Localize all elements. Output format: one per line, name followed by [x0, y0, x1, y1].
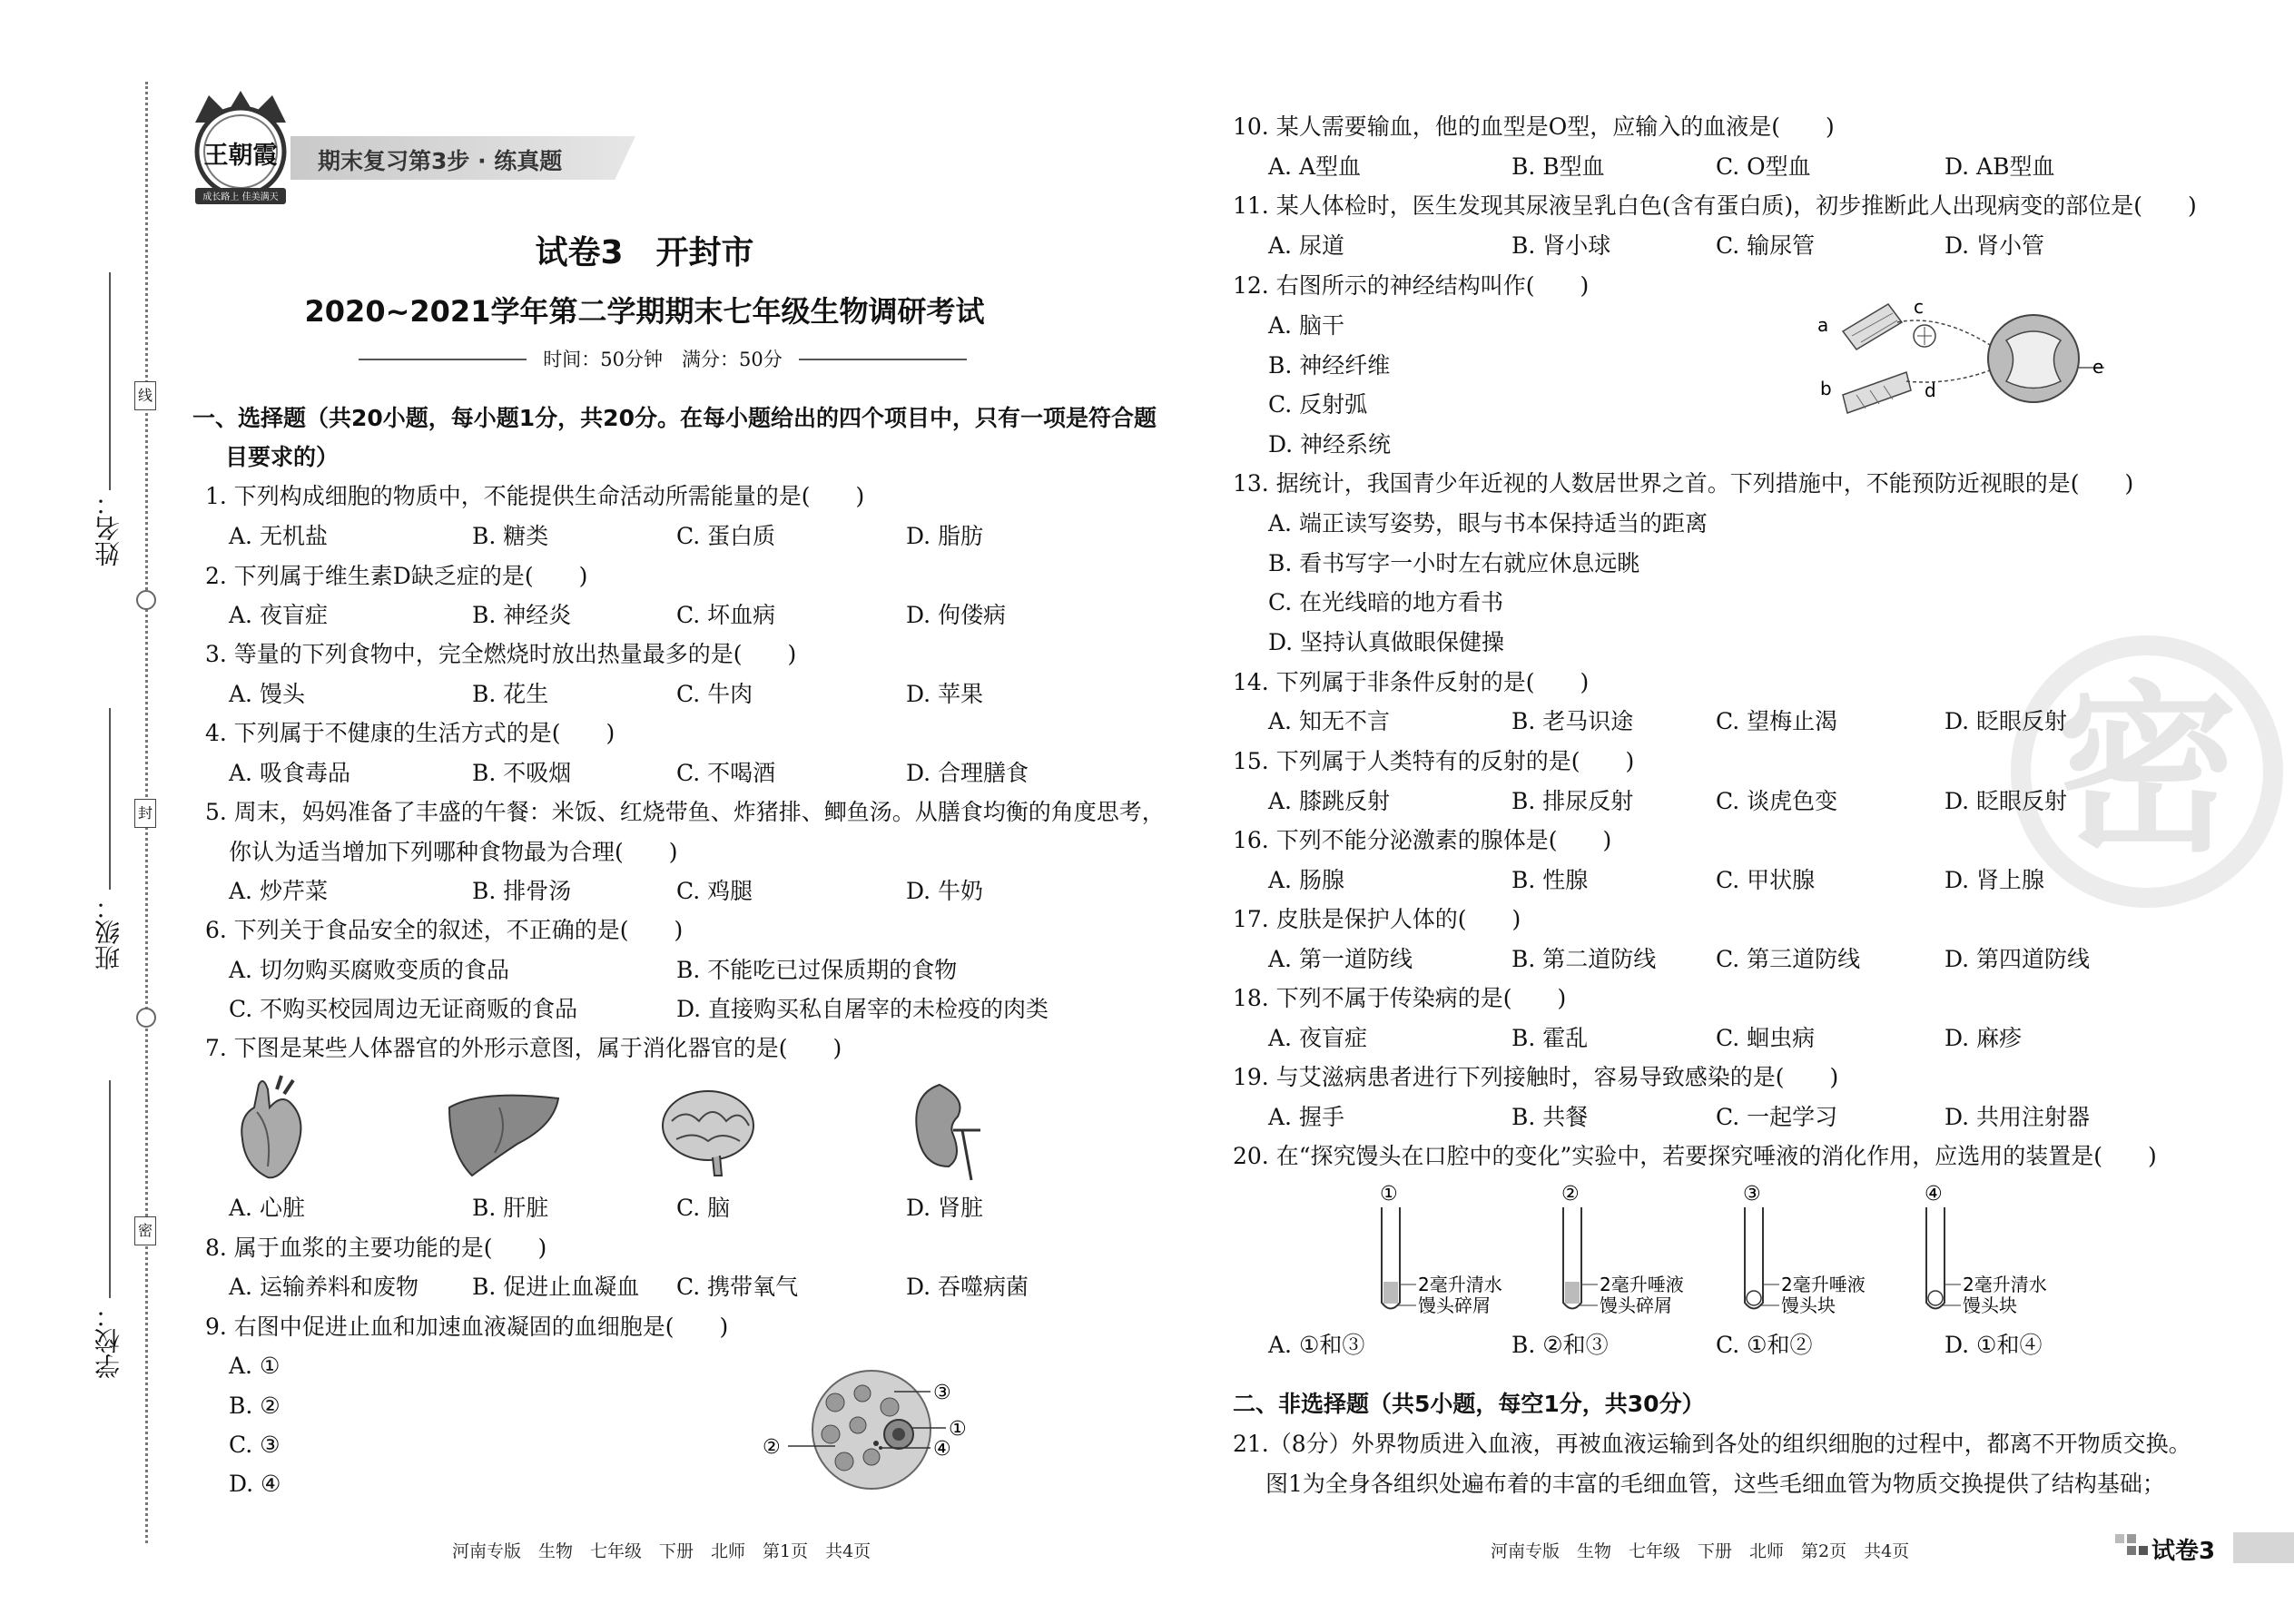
blood-label-2: ②	[763, 1436, 781, 1459]
question-8-option-b: B. 促进止血凝血	[472, 1274, 640, 1300]
tube-2-food: 馒头碎屑	[1600, 1294, 1672, 1316]
cut-mark-feng: 封	[134, 799, 156, 828]
test-tube-diagram	[1344, 1180, 2047, 1325]
class-underline	[109, 708, 111, 890]
question-4-option-d: D. 合理膳食	[906, 760, 1029, 786]
question-3-stem: 3. 等量的下列食物中，完全燃烧时放出热量最多的是( )	[205, 641, 797, 667]
reflex-arc-diagram	[1816, 295, 2115, 422]
question-4-option-b: B. 不吸烟	[472, 760, 572, 786]
tube-4-food: 馒头块	[1963, 1294, 2017, 1316]
school-label: 学校：	[94, 1303, 123, 1379]
question-11-option-b: B. 肾小球	[1511, 232, 1611, 259]
exam-info-rule-right	[799, 359, 967, 360]
neuron-label-c: c	[1914, 296, 1924, 318]
question-13-option-c: C. 在光线暗的地方看书	[1268, 589, 1504, 615]
question-4-stem: 4. 下列属于不健康的生活方式的是( )	[205, 720, 615, 746]
question-8-stem: 8. 属于血浆的主要功能的是( )	[205, 1235, 547, 1261]
question-20-stem: 20. 在“探究馒头在口腔中的变化”实验中，若要探究唾液的消化作用，应选用的装置是( )	[1233, 1143, 2157, 1169]
tube-3-liquid: 2毫升唾液	[1781, 1274, 1866, 1295]
question-9-stem: 9. 右图中促进止血和加速血液凝固的血细胞是( )	[205, 1314, 729, 1340]
brain-illustration	[658, 1085, 758, 1180]
question-3-option-b: B. 花生	[472, 681, 549, 707]
tube-3-number: ③	[1743, 1183, 1761, 1206]
question-17-option-b: B. 第二道防线	[1511, 946, 1657, 972]
question-2-option-c: C. 坏血病	[676, 602, 776, 628]
stamp-char: 密	[2055, 665, 2238, 877]
question-14-option-a: A. 知无不言	[1268, 708, 1390, 734]
question-18-option-d: D. 麻疹	[1944, 1025, 2023, 1051]
question-5-stem: 5. 周末，妈妈准备了丰盛的午餐：米饭、红烧带鱼、炸猪排、鲫鱼汤。从膳食均衡的角度思考，	[205, 799, 1165, 825]
question-2-option-a: A. 夜盲症	[229, 602, 328, 628]
hole-icon	[136, 590, 156, 610]
tube-2-number: ②	[1561, 1183, 1580, 1206]
question-1-option-c: C. 蛋白质	[676, 523, 776, 549]
question-11-stem: 11. 某人体检时，医生发现其尿液呈乳白色(含有蛋白质)，初步推断此人出现病变的部位是( )	[1233, 192, 2197, 219]
footer-right: 河南专版 生物 七年级 下册 北师 第2页 共4页	[1491, 1541, 1910, 1561]
question-4-option-c: C. 不喝酒	[676, 760, 776, 786]
question-19-stem: 19. 与艾滋病患者进行下列接触时，容易导致感染的是( )	[1233, 1064, 1839, 1090]
question-11-option-a: A. 尿道	[1268, 232, 1344, 259]
question-19-option-a: A. 握手	[1268, 1104, 1344, 1130]
question-3-option-a: A. 馒头	[229, 681, 305, 707]
school-underline	[109, 1080, 111, 1298]
question-15-option-a: A. 膝跳反射	[1268, 788, 1390, 814]
question-2-option-b: B. 神经炎	[472, 602, 572, 628]
question-14-option-d: D. 眨眼反射	[1944, 708, 2068, 734]
page-subtitle: 2020~2021学年第二学期期末七年级生物调研考试	[304, 294, 985, 329]
question-6-option-b: B. 不能吃已过保质期的食物	[676, 957, 958, 983]
question-3-option-d: D. 苹果	[906, 681, 984, 707]
tube-1-food: 馒头碎屑	[1418, 1294, 1491, 1316]
question-15-option-d: D. 眨眼反射	[1944, 788, 2068, 814]
question-16-option-d: D. 肾上腺	[1944, 867, 2045, 893]
name-label: 姓名：	[94, 490, 123, 566]
blood-label-1: ①	[949, 1418, 967, 1441]
section-1-heading: 一、选择题（共20小题，每小题1分，共20分。在每小题给出的四个项目中，只有一项是符合题	[192, 405, 1157, 431]
question-10-option-b: B. B型血	[1511, 153, 1605, 180]
question-5-option-d: D. 牛奶	[906, 878, 984, 904]
cut-mark-xian: 线	[134, 381, 156, 410]
question-13-stem: 13. 据统计，我国青少年近视的人数居世界之首。下列措施中，不能预防近视眼的是( )	[1233, 470, 2134, 497]
question-16-option-a: A. 肠腺	[1268, 867, 1344, 893]
header-banner-text: 期末复习第3步 · 练真题	[318, 148, 563, 174]
question-15-option-b: B. 排尿反射	[1511, 788, 1634, 814]
tube-1-number: ①	[1380, 1183, 1398, 1206]
blood-label-4: ④	[933, 1438, 951, 1461]
question-1-stem: 1. 下列构成细胞的物质中，不能提供生命活动所需能量的是( )	[205, 483, 865, 509]
blood-smear-diagram	[744, 1366, 999, 1493]
kidney-illustration	[908, 1080, 989, 1180]
question-17-option-a: A. 第一道防线	[1268, 946, 1413, 972]
question-7-option-c: C. 脑	[676, 1195, 731, 1221]
question-19-option-b: B. 共餐	[1511, 1104, 1589, 1130]
cut-mark-mi: 密	[134, 1216, 156, 1245]
question-21-line-1: 21.（8分）外界物质进入血液，再被血液运输到各处的组织细胞的过程中，都离不开物质交换。	[1233, 1431, 2191, 1457]
corner-tag: 试卷3	[2151, 1538, 2216, 1565]
logo-text: 王朝霞	[203, 142, 278, 170]
question-5-option-a: A. 炒芹菜	[229, 878, 328, 904]
question-17-option-d: D. 第四道防线	[1944, 946, 2091, 972]
question-14-option-b: B. 老马识途	[1511, 708, 1634, 734]
class-label: 班级：	[94, 894, 123, 970]
question-7-stem: 7. 下图是某些人体器官的外形示意图，属于消化器官的是( )	[205, 1035, 842, 1061]
question-10-option-a: A. A型血	[1268, 153, 1362, 180]
question-12-option-b: B. 神经纤维	[1268, 352, 1391, 379]
footer-left: 河南专版 生物 七年级 下册 北师 第1页 共4页	[452, 1541, 871, 1561]
test-tube-3	[1743, 1183, 1866, 1316]
question-11-option-c: C. 输尿管	[1716, 232, 1816, 259]
question-21-line-2: 图1为全身各组织处遍布着的丰富的毛细血管，这些毛细血管为物质交换提供了结构基础；	[1265, 1471, 2165, 1497]
question-8-option-d: D. 吞噬病菌	[906, 1274, 1029, 1300]
question-19-option-d: D. 共用注射器	[1944, 1104, 2091, 1130]
liver-illustration	[445, 1089, 563, 1180]
question-8-option-a: A. 运输养料和废物	[229, 1274, 418, 1300]
question-10-stem: 10. 某人需要输血，他的血型是O型，应输入的血液是( )	[1233, 113, 1835, 140]
test-tube-2	[1561, 1183, 1684, 1316]
question-19-option-c: C. 一起学习	[1716, 1104, 1838, 1130]
question-17-option-c: C. 第三道防线	[1716, 946, 1861, 972]
question-3-option-c: C. 牛肉	[676, 681, 753, 707]
question-15-stem: 15. 下列属于人类特有的反射的是( )	[1233, 748, 1635, 774]
question-8-option-c: C. 携带氧气	[676, 1274, 799, 1300]
exam-info-rule-left	[359, 359, 527, 360]
question-17-stem: 17. 皮肤是保护人体的( )	[1233, 906, 1521, 932]
question-10-option-c: C. O型血	[1716, 153, 1811, 180]
question-13-option-b: B. 看书写字一小时左右就应休息远眺	[1268, 550, 1640, 576]
question-1-option-d: D. 脂肪	[906, 523, 984, 549]
question-18-stem: 18. 下列不属于传染病的是( )	[1233, 985, 1567, 1011]
question-7-option-d: D. 肾脏	[906, 1195, 984, 1221]
section-1-heading-cont: 目要求的）	[225, 444, 340, 470]
logo	[186, 86, 295, 213]
question-6-option-a: A. 切勿购买腐败变质的食品	[229, 957, 509, 983]
neuron-label-a: a	[1817, 314, 1829, 336]
question-18-option-a: A. 夜盲症	[1268, 1025, 1367, 1051]
heart-illustration	[231, 1076, 313, 1185]
question-9-option-b: B. ②	[229, 1393, 281, 1419]
question-16-option-b: B. 性腺	[1511, 867, 1589, 893]
question-11-option-d: D. 肾小管	[1944, 232, 2045, 259]
question-18-option-b: B. 霍乱	[1511, 1025, 1589, 1051]
question-9-option-a: A. ①	[229, 1353, 281, 1379]
section-2-heading: 二、非选择题（共5小题，每空1分，共30分）	[1233, 1391, 1705, 1417]
question-5-option-c: C. 鸡腿	[676, 878, 753, 904]
question-13-option-d: D. 坚持认真做眼保健操	[1268, 629, 1505, 655]
question-9-option-c: C. ③	[229, 1432, 281, 1458]
page-title: 试卷3 开封市	[535, 234, 754, 271]
exam-info: 时间：50分钟 满分：50分	[543, 349, 783, 370]
question-12-option-d: D. 神经系统	[1268, 431, 1392, 458]
logo-tagline: 成长路上 佳美满天	[202, 192, 279, 202]
neuron-label-e: e	[2092, 356, 2104, 378]
test-tube-4	[1925, 1183, 2047, 1316]
question-7-option-b: B. 肝脏	[472, 1195, 549, 1221]
secret-stamp-watermark	[2011, 635, 2283, 908]
blood-label-3: ③	[933, 1382, 951, 1404]
question-10-option-d: D. AB型血	[1944, 153, 2055, 180]
question-20-option-d: D. ①和④	[1944, 1332, 2043, 1358]
question-12-option-a: A. 脑干	[1268, 312, 1344, 339]
question-5-stem-cont: 你认为适当增加下列哪种食物最为合理( )	[229, 839, 678, 865]
test-tube-1	[1380, 1183, 1502, 1316]
question-6-option-d: D. 直接购买私自屠宰的未检疫的肉类	[676, 996, 1049, 1022]
question-1-option-a: A. 无机盐	[229, 523, 328, 549]
question-14-stem: 14. 下列属于非条件反射的是( )	[1233, 669, 1590, 695]
question-2-option-d: D. 佝偻病	[906, 602, 1007, 628]
question-16-stem: 16. 下列不能分泌激素的腺体是( )	[1233, 827, 1612, 853]
corner-grid-icon	[2115, 1534, 2148, 1560]
question-18-option-c: C. 蛔虫病	[1716, 1025, 1816, 1051]
question-20-option-c: C. ①和②	[1716, 1332, 1813, 1358]
question-20-option-a: A. ①和③	[1268, 1332, 1365, 1358]
tube-2-liquid: 2毫升唾液	[1600, 1274, 1684, 1295]
question-6-stem: 6. 下列关于食品安全的叙述，不正确的是( )	[205, 917, 684, 943]
question-7-option-a: A. 心脏	[229, 1195, 305, 1221]
question-1-option-b: B. 糖类	[472, 523, 549, 549]
tube-4-number: ④	[1925, 1183, 1943, 1206]
tube-1-liquid: 2毫升清水	[1418, 1274, 1502, 1295]
question-6-option-c: C. 不购买校园周边无证商贩的食品	[229, 996, 578, 1022]
question-15-option-c: C. 谈虎色变	[1716, 788, 1838, 814]
question-4-option-a: A. 吸食毒品	[229, 760, 350, 786]
question-12-option-c: C. 反射弧	[1268, 391, 1368, 418]
question-14-option-c: C. 望梅止渴	[1716, 708, 1838, 734]
question-16-option-c: C. 甲状腺	[1716, 867, 1816, 893]
question-20-option-b: B. ②和③	[1511, 1332, 1609, 1358]
question-13-option-a: A. 端正读写姿势，眼与书本保持适当的距离	[1268, 510, 1708, 536]
tube-4-liquid: 2毫升清水	[1963, 1274, 2047, 1295]
question-12-stem: 12. 右图所示的神经结构叫作( )	[1233, 272, 1590, 299]
question-2-stem: 2. 下列属于维生素D缺乏症的是( )	[205, 563, 588, 589]
tube-3-food: 馒头块	[1781, 1294, 1836, 1316]
question-9-option-d: D. ④	[229, 1471, 281, 1497]
neuron-label-b: b	[1820, 378, 1832, 399]
neuron-label-d: d	[1925, 379, 1936, 401]
corner-tag-bg	[2233, 1532, 2294, 1563]
hole-icon	[136, 1008, 156, 1028]
question-5-option-b: B. 排骨汤	[472, 878, 572, 904]
name-underline	[109, 272, 111, 490]
